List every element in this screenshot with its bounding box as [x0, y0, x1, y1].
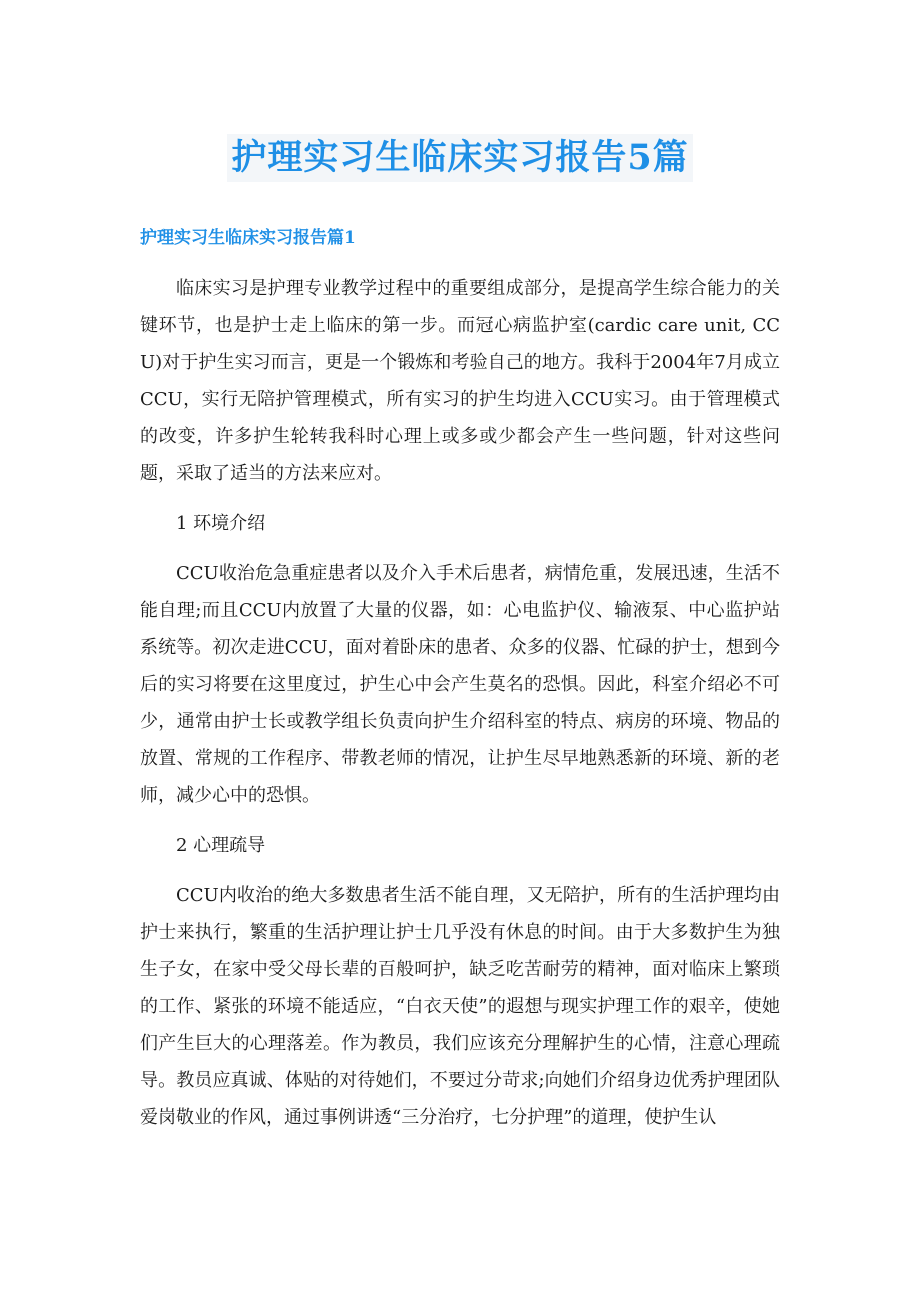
title-container [0, 134, 920, 182]
psychology-paragraph: CCU内收治的绝大多数患者生活不能自理，又无陪护，所有的生活护理均由护士来执行，繁重的生活护理让护士几乎没有休息的时间。由于大多数护生为独生子女，在家中受父母长辈的百般呵护，缺乏吃苦耐劳的精神，面对临床上繁琐的工作、紧张的环境不能适应，“白衣天使”的遐想与现实护理工作的艰辛，使她们产生巨大的心理落差。作为教员，我们应该充分理解护生的心情，注意心理疏导。教员应真诚、体贴的对待她们，不要过分苛求;向她们介绍身边优秀护理团队爱岗敬业的作风，通过事例讲透“三分治疗，七分护理”的道理，使护生认 [140, 885, 780, 1128]
document-body [140, 270, 780, 1149]
section-heading: 护理实习生临床实习报告篇1 [140, 228, 356, 248]
subsection-heading-psychology: 2 心理疏导 [176, 835, 266, 856]
environment-paragraph: CCU收治危急重症患者以及介入手术后患者，病情危重，发展迅速，生活不能自理;而且CCU内放置了大量的仪器，如：心电监护仪、输液泵、中心监护站系统等。初次走进CCU，面对着卧床的患者、众多的仪器、忙碌的护士，想到今后的实习将要在这里度过，护生心中会产生莫名的恐惧。因此，科室介绍必不可少，通常由护士长或教学组长负责向护生介绍科室的特点、病房的环境、物品的放置、常规的工作程序、带教老师的情况，让护生尽早地熟悉新的环境、新的老师，减少心中的恐惧。 [140, 563, 780, 806]
subsection-heading-environment: 1 环境介绍 [176, 513, 266, 534]
page-title: 护理实习生临床实习报告5篇 [227, 134, 692, 182]
intro-paragraph: 临床实习是护理专业教学过程中的重要组成部分，是提高学生综合能力的关键环节，也是护士走上临床的第一步。而冠心病监护室(cardic care unit, CCU)对于护生实习而言，更是一个锻炼和考验自己的地方。我科于2004年7月成立CCU，实行无陪护管理模式，所有实习的护生均进入CCU实习。由于管理模式的改变，许多护生轮转我科时心理上或多或少都会产生一些问题，针对这些问题，采取了适当的方法来应对。 [140, 278, 780, 484]
